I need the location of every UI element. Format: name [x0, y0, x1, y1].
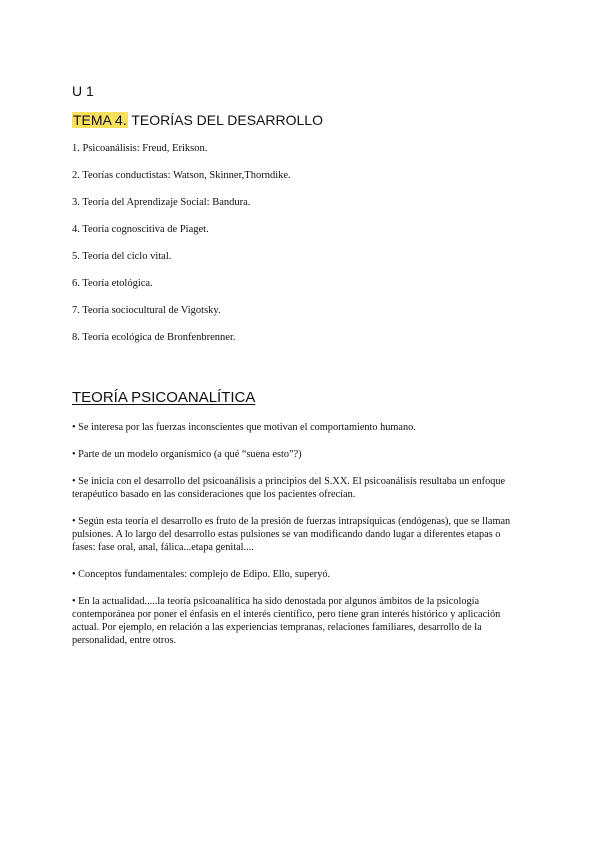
section-heading: TEORÍA PSICOANALÍTICA	[72, 389, 256, 406]
toc-item: 6. Teoría etológica.	[72, 278, 153, 289]
bullet-list	[72, 421, 522, 661]
bullet-item: • Según esta teoría el desarrollo es fruto de la presión de fuerzas intrapsíquicas (endógenas), que se llaman pulsiones. A lo largo del desarrollo estas pulsiones se van modificando dando lugar a diferentes etapas o fases: fase oral, anal, fálica...etapa genital....	[72, 516, 511, 553]
toc-item: 4. Teoría cognoscitiva de Piaget.	[72, 224, 209, 235]
toc-item: 8. Teoría ecológica de Bronfenbrenner.	[72, 332, 236, 343]
toc-item: 5. Teoría del ciclo vital.	[72, 251, 172, 262]
bullet-item: • Se inicia con el desarrollo del psicoanálisis a principios del S.XX. El psicoanálisis resultaba un enfoque terapéutico basado en las consideraciones que los pacientes ofrecían.	[72, 476, 506, 500]
unit-label: U 1	[72, 83, 94, 99]
bullet-item: • Parte de un modelo organísmico (a qué “suena esto”?)	[72, 449, 302, 460]
tema-title-text: TEORÍAS DEL DESARROLLO	[127, 112, 323, 128]
toc-item: 3. Teoría del Aprendizaje Social: Bandura.	[72, 197, 251, 208]
toc-item: 2. Teorías conductistas: Watson, Skinner,Thorndike.	[72, 170, 291, 181]
tema-title	[72, 112, 323, 128]
table-of-contents	[72, 142, 291, 358]
toc-item: 1. Psicoanálisis: Freud, Erikson.	[72, 143, 208, 154]
bullet-item: • En la actualidad.....la teoría psicoanalítica ha sido denostada por algunos ámbitos de la psicología contemporánea por poner el énfasis en el interés científico, pero tiene gran interés histórico y aplicación actual. Por ejemplo, en relación a las experiencias tempranas, relaciones familiares, desarrollo de la personalidad, entre otros.	[72, 596, 501, 646]
bullet-item: • Se interesa por las fuerzas inconscientes que motivan el comportamiento humano.	[72, 422, 416, 433]
bullet-item: • Conceptos fundamentales: complejo de Edipo. Ello, superyó.	[72, 569, 331, 580]
toc-item: 7. Teoría sociocultural de Vigotsky.	[72, 305, 221, 316]
tema-number-highlight: TEMA 4.	[73, 112, 127, 128]
